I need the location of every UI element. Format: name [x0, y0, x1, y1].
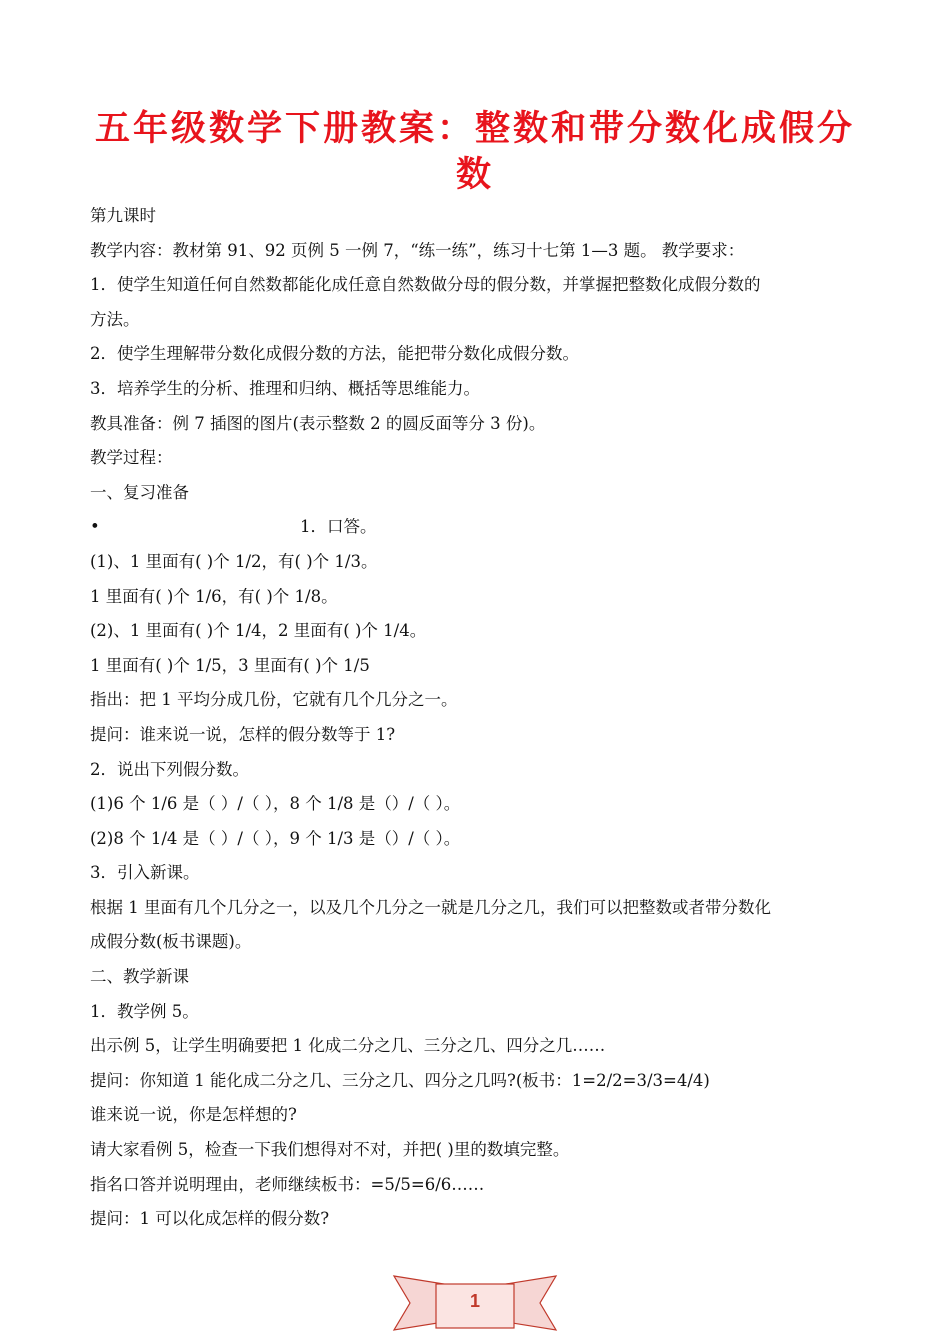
example-5-final-question: 提问：1 可以化成怎样的假分数?	[90, 1209, 330, 1229]
review-point: 指出：把 1 平均分成几份，它就有几个几分之一。	[90, 690, 458, 710]
review-q1b: 1 里面有( )个 1/6，有( )个 1/8。	[90, 586, 338, 606]
lesson-number: 第九课时	[90, 206, 156, 225]
example-5-question: 提问：你知道 1 能化成二分之几、三分之几、四分之几吗?(板书：1=2/2=3/3=4/4)	[90, 1070, 710, 1090]
page-number: 1	[469, 1291, 480, 1311]
intro-paragraph: 根据 1 里面有几个几分之一，以及几个几分之一就是几分之几，我们可以把整数或者带分数化	[90, 897, 771, 917]
bullet-item	[90, 510, 865, 545]
review-q1: (1)、1 里面有( )个 1/2，有( )个 1/3。	[90, 551, 378, 571]
section-review: 一、复习准备	[90, 482, 189, 502]
requirement-1: 1．使学生知道任何自然数都能化成任意自然数做分母的假分数，并掌握把整数化成假分数的	[90, 275, 761, 295]
review-question: 提问：谁来说一说，怎样的假分数等于 1?	[90, 724, 396, 744]
teaching-content: 教学内容：教材第 91、92 页例 5 一例 7，“练一练”，练习十七第 1—3 题。 教学要求：	[90, 240, 745, 260]
teaching-process: 教学过程：	[90, 448, 173, 468]
improper-fractions-heading: 2．说出下列假分数。	[90, 759, 249, 779]
bullet-dot: •	[90, 517, 100, 537]
requirement-1-cont: 方法。	[90, 309, 140, 329]
intro-new-lesson: 3．引入新课。	[90, 863, 200, 883]
example-5-show: 出示例 5，让学生明确要把 1 化成二分之几、三分之几、四分之几……	[90, 1036, 606, 1056]
example-5-board: 指名口答并说明理由，老师继续板书：=5/5=6/6……	[90, 1174, 485, 1194]
document-title: 五年级数学下册教案：整数和带分数化成假分数	[94, 108, 855, 195]
teaching-aids: 教具准备：例 7 插图的图片(表示整数 2 的圆反面等分 3 份)。	[90, 413, 546, 433]
example-5-heading: 1．教学例 5。	[90, 1001, 199, 1021]
example-5-explain: 谁来说一说，你是怎样想的?	[90, 1105, 297, 1125]
improper-fractions-q2: (2)8 个 1/4 是（ ）/（ ），9 个 1/3 是（）/（ ）。	[90, 828, 461, 848]
document-body	[90, 199, 865, 1237]
section-new-lesson: 二、教学新课	[90, 967, 189, 987]
requirement-2: 2．使学生理解带分数化成假分数的方法，能把带分数化成假分数。	[90, 344, 579, 364]
intro-paragraph-cont: 成假分数(板书课题)。	[90, 932, 252, 952]
review-q2: (2)、1 里面有( )个 1/4，2 里面有( )个 1/4。	[90, 621, 427, 641]
improper-fractions-q1: (1)6 个 1/6 是（ ）/（ ），8 个 1/8 是（）/（ ）。	[90, 794, 461, 814]
review-q2b: 1 里面有( )个 1/5，3 里面有( )个 1/5	[90, 655, 370, 675]
requirement-3: 3．培养学生的分析、推理和归纳、概括等思维能力。	[90, 378, 480, 398]
example-5-check: 请大家看例 5，检查一下我们想得对不对，并把( )里的数填完整。	[90, 1140, 570, 1160]
bullet-item-text: 1．口答。	[300, 517, 377, 537]
